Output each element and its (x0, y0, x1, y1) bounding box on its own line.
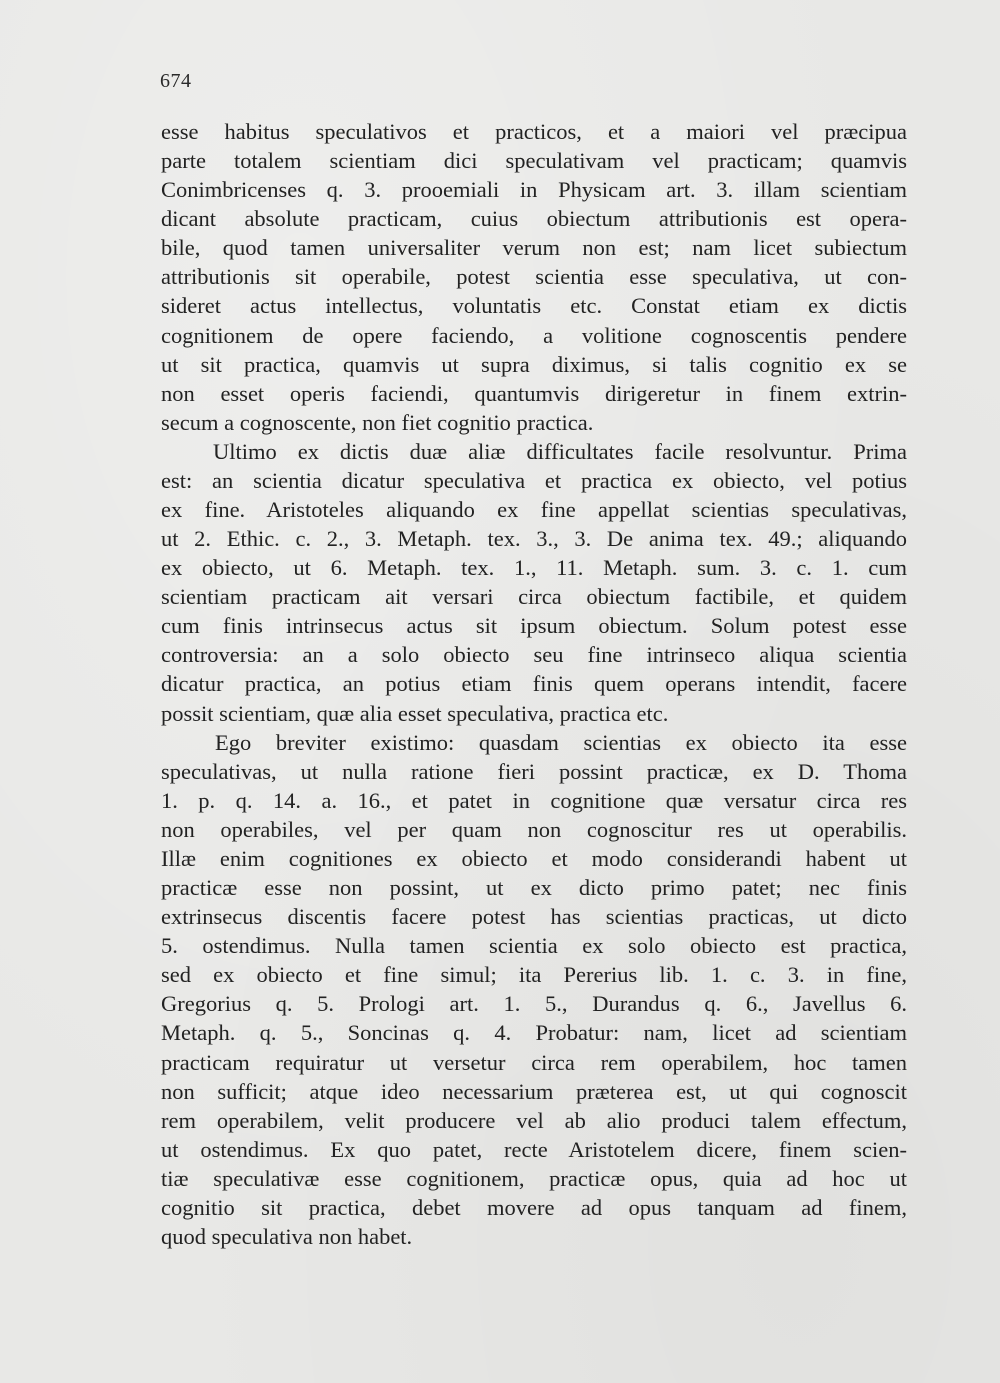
paragraph-3 (161, 728, 907, 1251)
text-line: bile, quod tamen universaliter verum non est; nam licet subiectum (161, 235, 907, 261)
text-line: est: an scientia dicatur speculativa et practica ex obiecto, vel potius (161, 467, 907, 493)
text-line: Gregorius q. 5. Prologi art. 1. 5., Durandus q. 6., Javellus 6. (161, 991, 907, 1017)
text-line: dicant absolute practicam, cuius obiectum attributionis est opera- (161, 206, 907, 232)
text-line: non esset operis faciendi, quantumvis dirigeretur in finem extrin- (161, 380, 907, 406)
text-line: rem operabilem, velit producere vel ab alio produci talem effectum, (161, 1107, 907, 1133)
text-line: attributionis sit operabile, potest scientia esse speculativa, ut con- (161, 264, 907, 290)
text-line: ex obiecto, ut 6. Metaph. tex. 1., 11. Metaph. sum. 3. c. 1. cum (161, 555, 907, 581)
text-line: 1. p. q. 14. a. 16., et patet in cognitione quæ versatur circa res (161, 787, 907, 813)
text-line: extrinsecus discentis facere potest has scientias practicas, ut dicto (161, 904, 907, 930)
text-line: ut sit practica, quamvis ut supra diximus, si talis cognitio ex se (161, 351, 907, 377)
text-line: cognitio sit practica, debet movere ad opus tanquam ad finem, (161, 1194, 907, 1220)
paragraph-1 (161, 117, 907, 437)
text-line: cognitionem de opere faciendo, a volitione cognoscentis pendere (161, 322, 907, 348)
page-number: 674 (160, 70, 192, 92)
body-text (161, 117, 907, 1251)
text-line: secum a cognoscente, non fiet cognitio practica. (161, 409, 594, 435)
text-line: quod speculativa non habet. (161, 1223, 413, 1249)
text-line: possit scientiam, quæ alia esset speculativa, practica etc. (161, 700, 669, 726)
text-line: Metaph. q. 5., Soncinas q. 4. Probatur: nam, licet ad scientiam (161, 1020, 907, 1046)
text-line: Conimbricenses q. 3. prooemiali in Physicam art. 3. illam scientiam (161, 177, 907, 203)
text-line: parte totalem scientiam dici speculativam vel practicam; quamvis (161, 148, 907, 174)
text-line: Ego breviter existimo: quasdam scientias ex obiecto ita esse (215, 729, 907, 755)
text-line: speculativas, ut nulla ratione fieri possint practicæ, ex D. Thoma (161, 758, 907, 784)
text-line: tiæ speculativæ esse cognitionem, practicæ opus, quia ad hoc ut (161, 1165, 907, 1191)
text-line: cum finis intrinsecus actus sit ipsum obiectum. Solum potest esse (161, 613, 907, 639)
paragraph-2 (161, 437, 907, 728)
text-line: ex fine. Aristoteles aliquando ex fine appellat scientias speculativas, (161, 497, 907, 523)
text-line: practicam requiratur ut versetur circa rem operabilem, hoc tamen (161, 1049, 907, 1075)
text-line: controversia: an a solo obiecto seu fine intrinseco aliqua scientia (161, 642, 907, 668)
text-line: 5. ostendimus. Nulla tamen scientia ex solo obiecto est practica, (161, 933, 907, 959)
text-line: esse habitus speculativos et practicos, et a maiori vel præcipua (161, 119, 907, 144)
text-line: dicatur practica, an potius etiam finis quem operans intendit, facere (161, 671, 907, 697)
text-line: Ultimo ex dictis duæ aliæ difficultates facile resolvuntur. Prima (213, 438, 907, 464)
text-line: Illæ enim cognitiones ex obiecto et modo considerandi habent ut (161, 845, 907, 871)
text-line: practicæ esse non possint, ut ex dicto primo patet; nec finis (161, 875, 907, 901)
text-line: non sufficit; atque ideo necessarium præterea est, ut qui cognoscit (161, 1078, 907, 1104)
text-line: sideret actus intellectus, voluntatis etc. Constat etiam ex dictis (161, 293, 907, 319)
text-line: ut ostendimus. Ex quo patet, recte Aristotelem dicere, finem scien- (161, 1136, 907, 1162)
text-line: sed ex obiecto et fine simul; ita Pererius lib. 1. c. 3. in fine, (161, 962, 907, 988)
text-line: ut 2. Ethic. c. 2., 3. Metaph. tex. 3., 3. De anima tex. 49.; aliquando (161, 526, 907, 552)
text-line: scientiam practicam ait versari circa obiectum factibile, et quidem (161, 584, 907, 610)
text-line: non operabiles, vel per quam non cognoscitur res ut operabilis. (161, 816, 907, 842)
